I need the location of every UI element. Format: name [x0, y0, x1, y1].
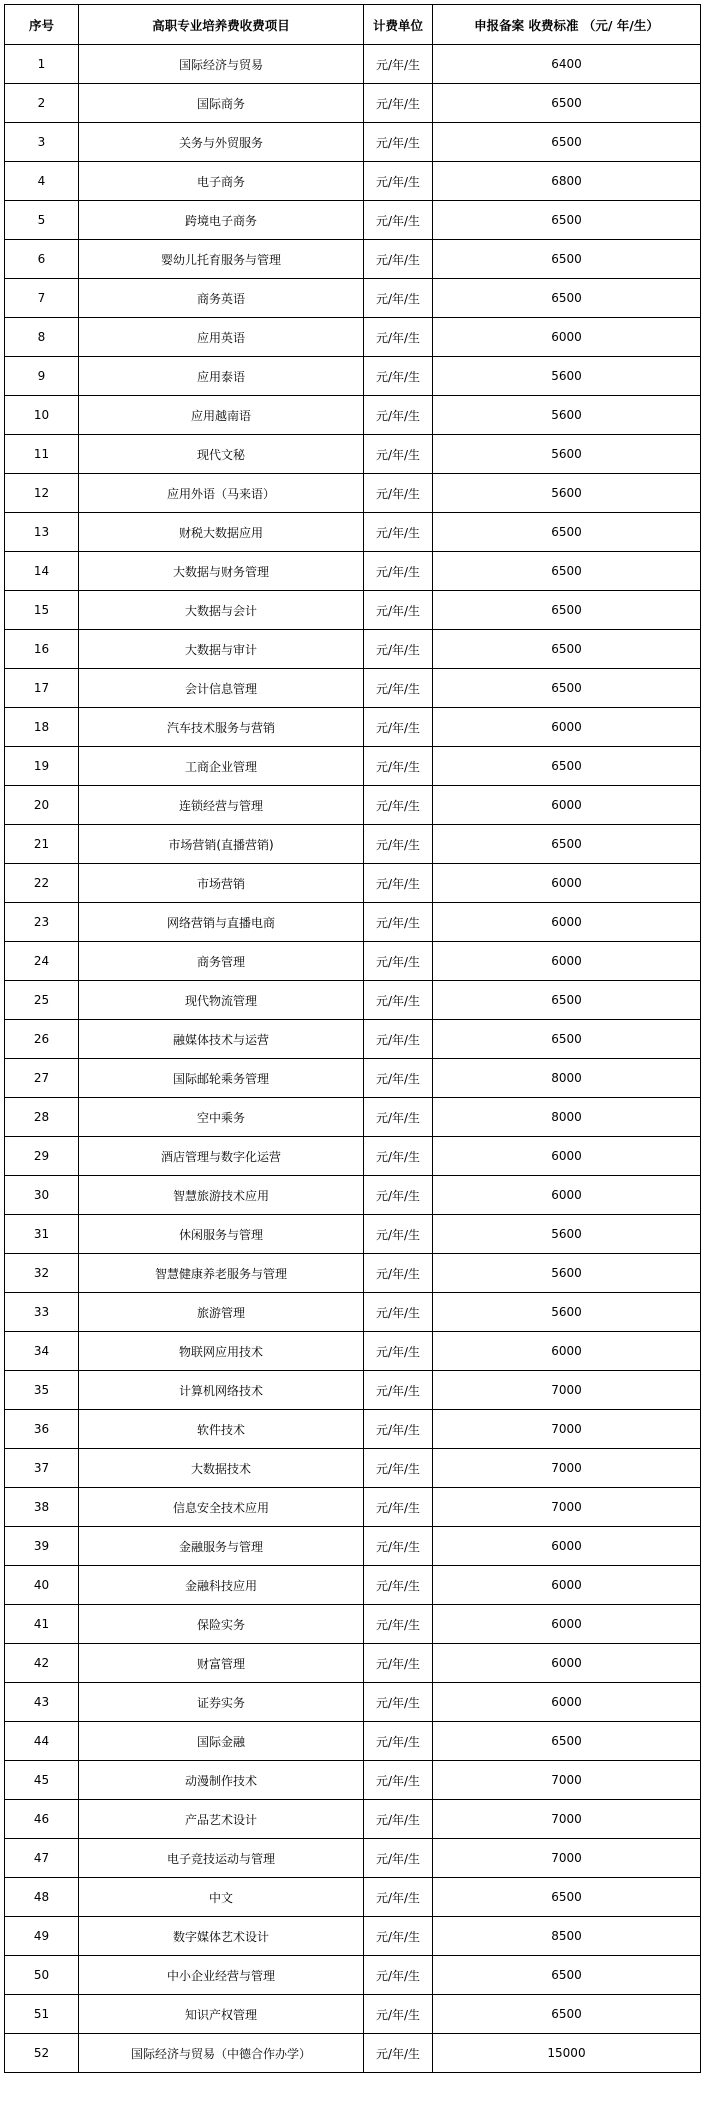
- row-fee-standard: 6500: [433, 981, 701, 1020]
- table-row: [5, 786, 701, 825]
- row-fee-standard: 6000: [433, 1644, 701, 1683]
- table-row: [5, 435, 701, 474]
- row-billing-unit: 元/年/生: [364, 1254, 433, 1293]
- row-index: 23: [5, 903, 79, 942]
- row-billing-unit: 元/年/生: [364, 1917, 433, 1956]
- table-row: [5, 240, 701, 279]
- row-index: 9: [5, 357, 79, 396]
- row-fee-standard: 6000: [433, 1566, 701, 1605]
- row-program-name: 大数据与会计: [79, 591, 364, 630]
- row-fee-standard: 6000: [433, 1683, 701, 1722]
- table-row: [5, 903, 701, 942]
- row-program-name: 融媒体技术与运营: [79, 1020, 364, 1059]
- row-fee-standard: 6500: [433, 1020, 701, 1059]
- row-program-name: 应用外语（马来语）: [79, 474, 364, 513]
- table-row: [5, 1800, 701, 1839]
- header-fee-standard: 申报备案 收费标准 （元/ 年/生）: [433, 5, 701, 45]
- row-index: 18: [5, 708, 79, 747]
- row-program-name: 商务英语: [79, 279, 364, 318]
- row-index: 17: [5, 669, 79, 708]
- row-fee-standard: 5600: [433, 435, 701, 474]
- row-index: 46: [5, 1800, 79, 1839]
- row-fee-standard: 6500: [433, 201, 701, 240]
- row-fee-standard: 6000: [433, 1605, 701, 1644]
- row-fee-standard: 6500: [433, 1956, 701, 1995]
- row-fee-standard: 6000: [433, 318, 701, 357]
- row-fee-standard: 6500: [433, 1995, 701, 2034]
- row-fee-standard: 6500: [433, 1878, 701, 1917]
- row-fee-standard: 5600: [433, 1254, 701, 1293]
- row-program-name: 会计信息管理: [79, 669, 364, 708]
- table-row: [5, 864, 701, 903]
- row-fee-standard: 7000: [433, 1800, 701, 1839]
- table-row: [5, 1176, 701, 1215]
- row-index: 6: [5, 240, 79, 279]
- row-index: 28: [5, 1098, 79, 1137]
- row-program-name: 动漫制作技术: [79, 1761, 364, 1800]
- row-index: 32: [5, 1254, 79, 1293]
- row-program-name: 智慧旅游技术应用: [79, 1176, 364, 1215]
- row-index: 31: [5, 1215, 79, 1254]
- row-index: 16: [5, 630, 79, 669]
- row-program-name: 应用泰语: [79, 357, 364, 396]
- row-fee-standard: 5600: [433, 474, 701, 513]
- header-index: 序号: [5, 5, 79, 45]
- row-program-name: 电子商务: [79, 162, 364, 201]
- table-row: [5, 1839, 701, 1878]
- row-fee-standard: 6500: [433, 591, 701, 630]
- row-billing-unit: 元/年/生: [364, 1215, 433, 1254]
- row-billing-unit: 元/年/生: [364, 1722, 433, 1761]
- row-billing-unit: 元/年/生: [364, 201, 433, 240]
- row-billing-unit: 元/年/生: [364, 162, 433, 201]
- table-row: [5, 1722, 701, 1761]
- row-fee-standard: 7000: [433, 1410, 701, 1449]
- row-billing-unit: 元/年/生: [364, 981, 433, 1020]
- table-row: [5, 1566, 701, 1605]
- row-billing-unit: 元/年/生: [364, 1956, 433, 1995]
- table-row: [5, 1059, 701, 1098]
- row-index: 19: [5, 747, 79, 786]
- row-billing-unit: 元/年/生: [364, 396, 433, 435]
- row-program-name: 计算机网络技术: [79, 1371, 364, 1410]
- table-row: [5, 1293, 701, 1332]
- row-billing-unit: 元/年/生: [364, 1566, 433, 1605]
- table-row: [5, 1332, 701, 1371]
- row-billing-unit: 元/年/生: [364, 1020, 433, 1059]
- row-billing-unit: 元/年/生: [364, 474, 433, 513]
- header-billing-unit: 计费单位: [364, 5, 433, 45]
- row-program-name: 商务管理: [79, 942, 364, 981]
- table-row: [5, 1605, 701, 1644]
- table-row: [5, 318, 701, 357]
- row-program-name: 软件技术: [79, 1410, 364, 1449]
- table-row: [5, 1644, 701, 1683]
- row-fee-standard: 6400: [433, 45, 701, 84]
- table-row: [5, 1995, 701, 2034]
- table-row: [5, 669, 701, 708]
- row-program-name: 市场营销: [79, 864, 364, 903]
- row-index: 43: [5, 1683, 79, 1722]
- row-billing-unit: 元/年/生: [364, 84, 433, 123]
- row-program-name: 大数据技术: [79, 1449, 364, 1488]
- row-billing-unit: 元/年/生: [364, 1371, 433, 1410]
- row-program-name: 汽车技术服务与营销: [79, 708, 364, 747]
- row-index: 51: [5, 1995, 79, 2034]
- row-index: 33: [5, 1293, 79, 1332]
- row-billing-unit: 元/年/生: [364, 1800, 433, 1839]
- row-billing-unit: 元/年/生: [364, 1449, 433, 1488]
- row-index: 20: [5, 786, 79, 825]
- row-billing-unit: 元/年/生: [364, 1332, 433, 1371]
- table-row: [5, 1449, 701, 1488]
- table-row: [5, 1488, 701, 1527]
- row-index: 41: [5, 1605, 79, 1644]
- table-row: [5, 1137, 701, 1176]
- row-fee-standard: 6000: [433, 1137, 701, 1176]
- table-row: [5, 1527, 701, 1566]
- row-program-name: 知识产权管理: [79, 1995, 364, 2034]
- row-fee-standard: 6500: [433, 552, 701, 591]
- table-row: [5, 2034, 701, 2073]
- row-billing-unit: 元/年/生: [364, 1644, 433, 1683]
- row-billing-unit: 元/年/生: [364, 942, 433, 981]
- row-billing-unit: 元/年/生: [364, 2034, 433, 2073]
- row-program-name: 国际经济与贸易（中德合作办学）: [79, 2034, 364, 2073]
- row-program-name: 网络营销与直播电商: [79, 903, 364, 942]
- table-row: [5, 1098, 701, 1137]
- table-row: [5, 84, 701, 123]
- row-billing-unit: 元/年/生: [364, 669, 433, 708]
- row-billing-unit: 元/年/生: [364, 1137, 433, 1176]
- row-fee-standard: 6500: [433, 240, 701, 279]
- table-row: [5, 357, 701, 396]
- row-billing-unit: 元/年/生: [364, 1098, 433, 1137]
- row-index: 29: [5, 1137, 79, 1176]
- row-fee-standard: 6000: [433, 864, 701, 903]
- row-index: 35: [5, 1371, 79, 1410]
- table-row: [5, 591, 701, 630]
- row-index: 8: [5, 318, 79, 357]
- row-index: 26: [5, 1020, 79, 1059]
- row-program-name: 金融科技应用: [79, 1566, 364, 1605]
- row-billing-unit: 元/年/生: [364, 1059, 433, 1098]
- table-row: [5, 1020, 701, 1059]
- row-index: 37: [5, 1449, 79, 1488]
- row-fee-standard: 6000: [433, 942, 701, 981]
- table-row: [5, 1215, 701, 1254]
- row-index: 36: [5, 1410, 79, 1449]
- row-index: 47: [5, 1839, 79, 1878]
- row-program-name: 产品艺术设计: [79, 1800, 364, 1839]
- row-fee-standard: 6500: [433, 630, 701, 669]
- row-program-name: 国际邮轮乘务管理: [79, 1059, 364, 1098]
- row-fee-standard: 6000: [433, 1527, 701, 1566]
- table-row: [5, 552, 701, 591]
- row-program-name: 中小企业经营与管理: [79, 1956, 364, 1995]
- row-fee-standard: 5600: [433, 357, 701, 396]
- row-fee-standard: 6000: [433, 1332, 701, 1371]
- table-row: [5, 1761, 701, 1800]
- row-program-name: 物联网应用技术: [79, 1332, 364, 1371]
- table-row: [5, 1410, 701, 1449]
- row-program-name: 应用英语: [79, 318, 364, 357]
- row-fee-standard: 6500: [433, 747, 701, 786]
- row-index: 10: [5, 396, 79, 435]
- row-fee-standard: 6800: [433, 162, 701, 201]
- row-billing-unit: 元/年/生: [364, 864, 433, 903]
- row-billing-unit: 元/年/生: [364, 1488, 433, 1527]
- row-index: 40: [5, 1566, 79, 1605]
- table-header: [5, 5, 701, 45]
- row-billing-unit: 元/年/生: [364, 318, 433, 357]
- row-program-name: 应用越南语: [79, 396, 364, 435]
- row-billing-unit: 元/年/生: [364, 45, 433, 84]
- table-row: [5, 708, 701, 747]
- row-billing-unit: 元/年/生: [364, 903, 433, 942]
- table-row: [5, 123, 701, 162]
- row-billing-unit: 元/年/生: [364, 513, 433, 552]
- table-row: [5, 474, 701, 513]
- header-program-name: 高职专业培养费收费项目: [79, 5, 364, 45]
- row-billing-unit: 元/年/生: [364, 1878, 433, 1917]
- row-billing-unit: 元/年/生: [364, 1410, 433, 1449]
- row-program-name: 智慧健康养老服务与管理: [79, 1254, 364, 1293]
- row-index: 44: [5, 1722, 79, 1761]
- row-fee-standard: 8500: [433, 1917, 701, 1956]
- row-billing-unit: 元/年/生: [364, 357, 433, 396]
- row-index: 12: [5, 474, 79, 513]
- row-program-name: 关务与外贸服务: [79, 123, 364, 162]
- row-billing-unit: 元/年/生: [364, 708, 433, 747]
- row-fee-standard: 6000: [433, 1176, 701, 1215]
- row-index: 27: [5, 1059, 79, 1098]
- row-billing-unit: 元/年/生: [364, 1293, 433, 1332]
- header-row: [5, 5, 701, 45]
- row-billing-unit: 元/年/生: [364, 786, 433, 825]
- row-index: 50: [5, 1956, 79, 1995]
- row-billing-unit: 元/年/生: [364, 591, 433, 630]
- row-fee-standard: 6500: [433, 825, 701, 864]
- row-index: 30: [5, 1176, 79, 1215]
- row-fee-standard: 7000: [433, 1488, 701, 1527]
- table-row: [5, 1878, 701, 1917]
- row-index: 25: [5, 981, 79, 1020]
- row-program-name: 中文: [79, 1878, 364, 1917]
- table-row: [5, 201, 701, 240]
- row-index: 5: [5, 201, 79, 240]
- row-billing-unit: 元/年/生: [364, 1176, 433, 1215]
- row-fee-standard: 5600: [433, 1215, 701, 1254]
- row-fee-standard: 5600: [433, 1293, 701, 1332]
- table-row: [5, 630, 701, 669]
- row-billing-unit: 元/年/生: [364, 1761, 433, 1800]
- row-index: 14: [5, 552, 79, 591]
- row-program-name: 金融服务与管理: [79, 1527, 364, 1566]
- table-row: [5, 1371, 701, 1410]
- row-fee-standard: 6000: [433, 903, 701, 942]
- row-index: 34: [5, 1332, 79, 1371]
- row-fee-standard: 8000: [433, 1059, 701, 1098]
- row-program-name: 电子竞技运动与管理: [79, 1839, 364, 1878]
- table-row: [5, 747, 701, 786]
- row-fee-standard: 7000: [433, 1449, 701, 1488]
- row-index: 52: [5, 2034, 79, 2073]
- row-fee-standard: 6500: [433, 513, 701, 552]
- row-program-name: 国际商务: [79, 84, 364, 123]
- table-row: [5, 1683, 701, 1722]
- row-program-name: 旅游管理: [79, 1293, 364, 1332]
- row-fee-standard: 6000: [433, 708, 701, 747]
- row-billing-unit: 元/年/生: [364, 1605, 433, 1644]
- row-billing-unit: 元/年/生: [364, 435, 433, 474]
- row-program-name: 财税大数据应用: [79, 513, 364, 552]
- row-index: 4: [5, 162, 79, 201]
- fee-table: [4, 4, 701, 2073]
- row-billing-unit: 元/年/生: [364, 552, 433, 591]
- row-fee-standard: 7000: [433, 1839, 701, 1878]
- row-fee-standard: 15000: [433, 2034, 701, 2073]
- row-index: 22: [5, 864, 79, 903]
- row-program-name: 现代文秘: [79, 435, 364, 474]
- row-fee-standard: 6500: [433, 1722, 701, 1761]
- row-program-name: 婴幼儿托育服务与管理: [79, 240, 364, 279]
- row-billing-unit: 元/年/生: [364, 825, 433, 864]
- table-row: [5, 279, 701, 318]
- row-fee-standard: 6500: [433, 84, 701, 123]
- row-program-name: 国际经济与贸易: [79, 45, 364, 84]
- row-billing-unit: 元/年/生: [364, 240, 433, 279]
- row-program-name: 信息安全技术应用: [79, 1488, 364, 1527]
- row-program-name: 大数据与审计: [79, 630, 364, 669]
- row-program-name: 酒店管理与数字化运营: [79, 1137, 364, 1176]
- table-row: [5, 981, 701, 1020]
- table-row: [5, 1956, 701, 1995]
- row-program-name: 工商企业管理: [79, 747, 364, 786]
- table-body: [5, 45, 701, 2073]
- row-fee-standard: 6000: [433, 786, 701, 825]
- table-row: [5, 396, 701, 435]
- row-billing-unit: 元/年/生: [364, 747, 433, 786]
- row-index: 21: [5, 825, 79, 864]
- row-fee-standard: 6500: [433, 123, 701, 162]
- row-billing-unit: 元/年/生: [364, 630, 433, 669]
- row-fee-standard: 6500: [433, 279, 701, 318]
- row-program-name: 大数据与财务管理: [79, 552, 364, 591]
- row-program-name: 数字媒体艺术设计: [79, 1917, 364, 1956]
- row-index: 13: [5, 513, 79, 552]
- row-index: 49: [5, 1917, 79, 1956]
- row-billing-unit: 元/年/生: [364, 1683, 433, 1722]
- row-program-name: 跨境电子商务: [79, 201, 364, 240]
- row-index: 11: [5, 435, 79, 474]
- table-row: [5, 162, 701, 201]
- row-fee-standard: 7000: [433, 1371, 701, 1410]
- row-index: 15: [5, 591, 79, 630]
- row-program-name: 国际金融: [79, 1722, 364, 1761]
- row-index: 39: [5, 1527, 79, 1566]
- row-fee-standard: 8000: [433, 1098, 701, 1137]
- row-program-name: 连锁经营与管理: [79, 786, 364, 825]
- row-index: 1: [5, 45, 79, 84]
- row-program-name: 空中乘务: [79, 1098, 364, 1137]
- table-row: [5, 1917, 701, 1956]
- table-row: [5, 942, 701, 981]
- table-row: [5, 1254, 701, 1293]
- row-fee-standard: 7000: [433, 1761, 701, 1800]
- row-index: 38: [5, 1488, 79, 1527]
- row-program-name: 证券实务: [79, 1683, 364, 1722]
- row-billing-unit: 元/年/生: [364, 1527, 433, 1566]
- row-fee-standard: 6500: [433, 669, 701, 708]
- row-program-name: 财富管理: [79, 1644, 364, 1683]
- row-program-name: 市场营销(直播营销): [79, 825, 364, 864]
- row-index: 24: [5, 942, 79, 981]
- row-program-name: 现代物流管理: [79, 981, 364, 1020]
- row-index: 7: [5, 279, 79, 318]
- row-program-name: 保险实务: [79, 1605, 364, 1644]
- row-billing-unit: 元/年/生: [364, 279, 433, 318]
- row-billing-unit: 元/年/生: [364, 123, 433, 162]
- row-index: 48: [5, 1878, 79, 1917]
- row-index: 45: [5, 1761, 79, 1800]
- table-row: [5, 45, 701, 84]
- row-billing-unit: 元/年/生: [364, 1995, 433, 2034]
- row-program-name: 休闲服务与管理: [79, 1215, 364, 1254]
- row-index: 42: [5, 1644, 79, 1683]
- table-row: [5, 513, 701, 552]
- table-row: [5, 825, 701, 864]
- row-fee-standard: 5600: [433, 396, 701, 435]
- row-billing-unit: 元/年/生: [364, 1839, 433, 1878]
- row-index: 3: [5, 123, 79, 162]
- row-index: 2: [5, 84, 79, 123]
